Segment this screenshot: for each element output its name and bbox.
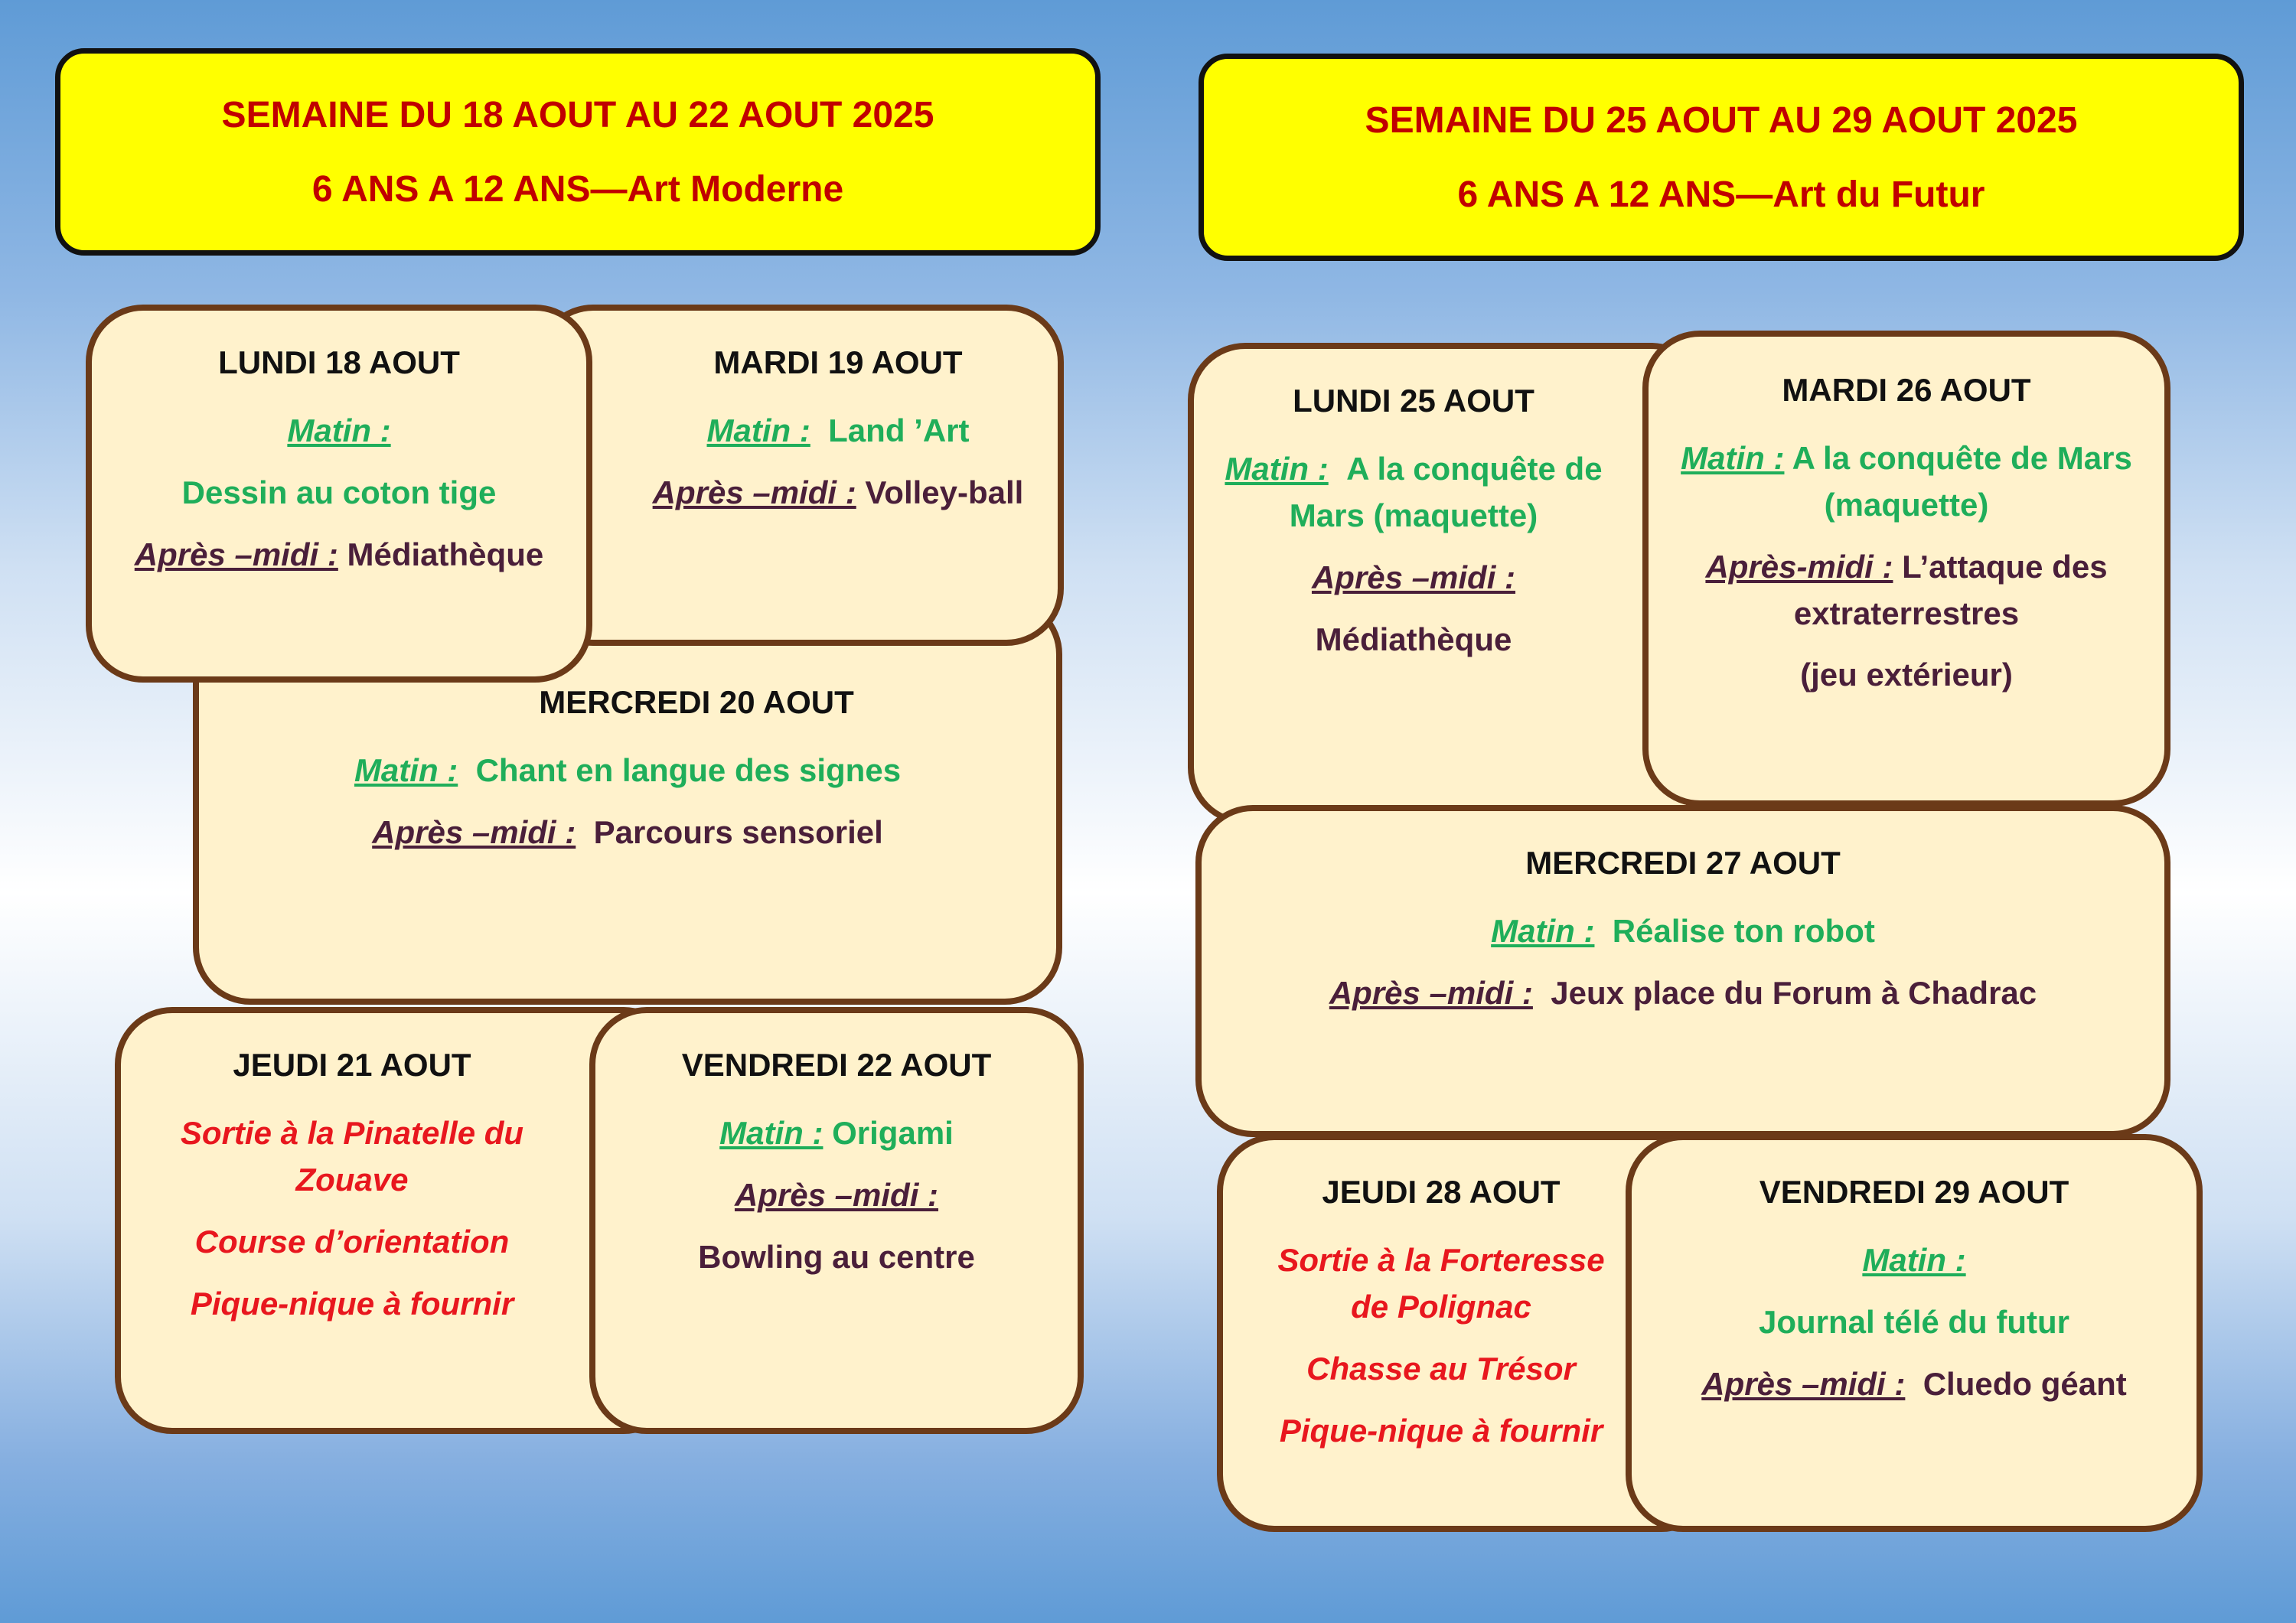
apres-midi-activity: Jeux place du Forum à Chadrac — [1551, 974, 2037, 1011]
activity-line: Pique-nique à fournir — [1279, 1412, 1603, 1449]
matin-activity: Land ’Art — [828, 412, 970, 448]
matin-activity: Réalise ton robot — [1612, 912, 1875, 949]
day-title: MERCREDI 27 AOUT — [1525, 845, 1841, 881]
week2-tuesday-card — [1642, 331, 2170, 807]
week2-wednesday-card — [1195, 805, 2170, 1137]
apres-midi-activity: Bowling au centre — [698, 1238, 975, 1275]
apres-midi-label: Après –midi : — [734, 1176, 939, 1213]
apres-midi-label: Après –midi : — [372, 813, 576, 850]
week2-monday-card — [1188, 343, 1708, 825]
matin-label: Matin : — [1491, 912, 1595, 949]
apres-midi-label: Après –midi : — [652, 474, 856, 510]
week1-subtitle: 6 ANS A 12 ANS—Art Moderne — [311, 168, 844, 210]
day-title: JEUDI 28 AOUT — [1322, 1174, 1561, 1210]
week1-monday-card — [86, 305, 592, 683]
matin-activity: A la conquête de Mars (maquette) — [1289, 450, 1603, 533]
apres-midi-activity: Médiathèque — [347, 536, 544, 572]
matin-activity: Origami — [832, 1114, 954, 1151]
apres-midi-activity: Cluedo géant — [1923, 1365, 2127, 1402]
week2-subtitle: 6 ANS A 12 ANS—Art du Futur — [1457, 174, 1985, 215]
day-title: LUNDI 25 AOUT — [1293, 383, 1534, 419]
week2-friday-card — [1626, 1134, 2203, 1532]
week2-title: SEMAINE DU 25 AOUT AU 29 AOUT 2025 — [1365, 99, 2078, 141]
matin-activity: Chant en langue des signes — [475, 751, 902, 788]
apres-midi-label: Après –midi : — [1311, 559, 1516, 595]
activity-line: Chasse au Trésor — [1306, 1350, 1576, 1387]
matin-label: Matin : — [287, 412, 391, 448]
apres-midi-label: Après –midi : — [1701, 1365, 1906, 1402]
matin-label: Matin : — [1862, 1241, 1966, 1278]
activity-line: Sortie à la Pinatelle du Zouave — [180, 1114, 524, 1198]
day-title: LUNDI 18 AOUT — [218, 344, 460, 380]
activity-line: Sortie à la Forteresse de Polignac — [1277, 1241, 1605, 1325]
day-title: MARDI 19 AOUT — [713, 344, 963, 380]
matin-label: Matin : — [719, 1114, 823, 1151]
activity-line: Course d’orientation — [194, 1223, 510, 1260]
week1-friday-card — [589, 1007, 1084, 1434]
matin-label: Matin : — [1225, 450, 1329, 487]
matin-activity: A la conquête de Mars (maquette) — [1792, 439, 2132, 523]
week2-header — [1199, 54, 2244, 261]
matin-label: Matin : — [706, 412, 810, 448]
week1-title: SEMAINE DU 18 AOUT AU 22 AOUT 2025 — [221, 94, 934, 135]
day-title: VENDREDI 22 AOUT — [681, 1047, 992, 1083]
matin-activity: Journal télé du futur — [1758, 1303, 2069, 1340]
matin-activity: Dessin au coton tige — [181, 474, 497, 510]
apres-midi-activity: Volley-ball — [865, 474, 1024, 510]
apres-midi-activity: L’attaque des extraterrestres — [1793, 548, 2108, 631]
activity-line: Pique-nique à fournir — [190, 1285, 514, 1322]
day-title: VENDREDI 29 AOUT — [1759, 1174, 2069, 1210]
apres-midi-label: Après –midi : — [1329, 974, 1533, 1011]
apres-midi-activity: Médiathèque — [1315, 621, 1512, 657]
week1-tuesday-card — [536, 305, 1064, 646]
apres-midi-note: (jeu extérieur) — [1800, 657, 2013, 693]
matin-label: Matin : — [1681, 439, 1785, 476]
week1-header — [55, 48, 1101, 256]
apres-midi-label: Après-midi : — [1705, 548, 1893, 585]
apres-midi-label: Après –midi : — [134, 536, 338, 572]
apres-midi-activity: Parcours sensoriel — [593, 813, 883, 850]
matin-label: Matin : — [354, 751, 458, 788]
day-title: JEUDI 21 AOUT — [233, 1047, 471, 1083]
day-title: MERCREDI 20 AOUT — [539, 684, 854, 720]
day-title: MARDI 26 AOUT — [1782, 372, 2031, 408]
